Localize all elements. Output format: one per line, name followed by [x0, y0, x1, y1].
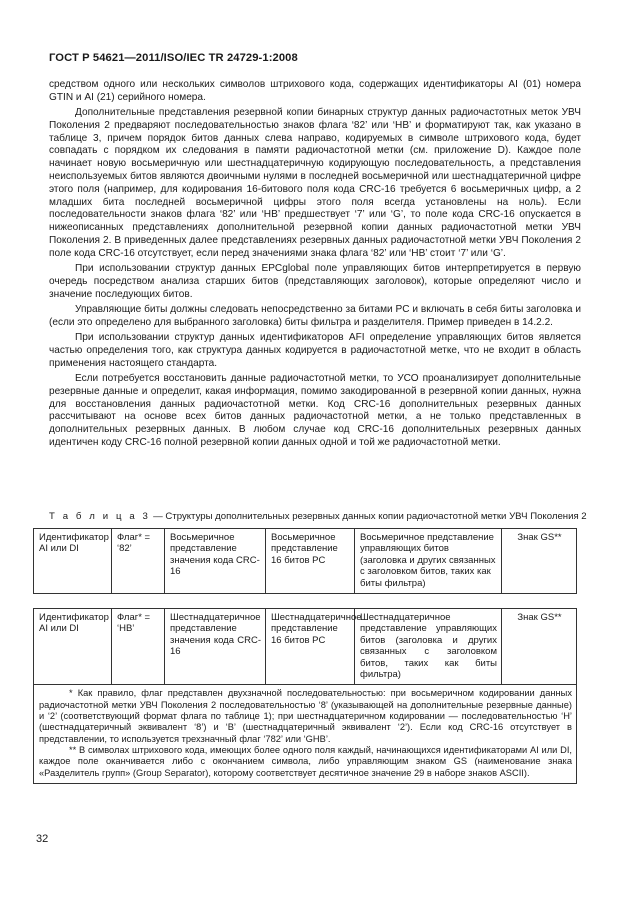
cell-control-bits: Восьмеричное представление управляющих битов (заголовка и других связанных с заголовком битов, таких как биты фильтра) — [355, 529, 502, 594]
cell-pc-bits: Шестнадцатеричное представление 16 битов PC — [266, 609, 355, 685]
table-caption — [49, 511, 587, 522]
cell-pc-bits: Восьмеричное представление 16 битов PC — [266, 529, 355, 594]
cell-identifier: Идентификатор AI или DI — [34, 609, 112, 685]
cell-control-bits: Шестнадцатеричное представление управляющих битов (заголовка и других связанных с заголовком битов, таких как биты фильтра) — [355, 609, 502, 685]
footnote-flag: * Как правило, флаг представлен двухзначной последовательностью: при восьмеричном кодировании данных радиочастотной метки УВЧ Поколения 2 последовательностью ‘8’ (указывающей на дополнительные резервные данные) и ‘2’ (соответствующий формат флага по таблице 1); при шестнадцатеричном кодировании — последовательностью ‘H’ (шестнадцатеричный эквивалент ‘8’) и ‘B’ (шестнадцатеричный эквивалент ‘2’). Если код CRC-16 отсутствует в представлении, то используется трехзначный флаг ‘782’ или ‘GHB’. — [39, 688, 572, 744]
paragraph: При использовании структур данных EPCglobal поле управляющих битов интерпретируется в первую очередь посредством анализа старших битов (представляющих заголовок), которые определяют число и значение последующих битов. — [49, 263, 581, 300]
cell-flag: Флаг* = ‘82’ — [112, 529, 165, 594]
cell-crc: Шестнадцатеричное представление значения кода CRC-16 — [165, 609, 266, 685]
paragraph: Если потребуется восстановить данные радиочастотной метки, то УСО проанализирует дополнительные резервные данные и определит, какая информация, помимо закодированной в резервной копии данных, нужна для восстановления данных радиочастотной метки. Код CRC-16 дополнительных резервных данных рассчитывают на основе всех битов данных радиочастотной метки, а не только представленных в дополнительных резервных данных. В любом случае код CRC-16 дополнительных резервных данных идентичен коду CRC-16 полной резервной копии данных одной и той же радиочастотной метки. — [49, 373, 581, 449]
table-caption-text: — Структуры дополнительных резервных данных копии радиочастотной метки УВЧ Поколения 2 — [150, 511, 587, 522]
paragraph: Управляющие биты должны следовать непосредственно за битами PC и включать в себя биты заголовка и (если это определено для выбранного заголовка) биты фильтра и разделителя. Пример приведен в 14.2.2. — [49, 304, 581, 328]
footnote-gs: ** В символах штрихового кода, имеющих более одного поля каждый, начинающихся идентификаторами AI или DI, каждое поле оканчивается либо с окончанием символа, либо управляющим знаком GS (наименование знака «Разделитель групп» (Group Separator), которому соответствует десятичное значение 29 в наборе знаков ASCII). — [39, 744, 572, 778]
document-header: ГОСТ Р 54621—2011/ISO/IEC TR 24729-1:2008 — [49, 52, 298, 64]
table-row — [34, 609, 577, 685]
cell-gs: Знак GS** — [502, 529, 577, 594]
cell-gs: Знак GS** — [502, 609, 577, 685]
paragraph: При использовании структур данных идентификаторов AFI определение управляющих битов является частью определения того, как структура данных кодируется в радиочастотной метке, что не входит в область применения настоящего стандарта. — [49, 332, 581, 369]
body-text — [49, 79, 581, 452]
cell-flag: Флаг* = ‘HB’ — [112, 609, 165, 685]
paragraph-continuation: средством одного или нескольких символов штрихового кода, содержащих идентификаторы AI (01) номера GTIN и AI (21) серийного номера. — [49, 79, 581, 103]
cell-crc: Восьмеричное представление значения кода CRC-16 — [165, 529, 266, 594]
table-caption-label: Т а б л и ц а 3 — [49, 511, 151, 522]
table-footnotes — [34, 685, 577, 783]
table-octal-structure — [33, 528, 577, 594]
table-notes-row — [34, 685, 577, 783]
page-number: 32 — [36, 833, 49, 845]
table-hex-structure — [33, 608, 577, 784]
table-row — [34, 529, 577, 594]
cell-identifier: Идентификатор AI или DI — [34, 529, 112, 594]
paragraph: Дополнительные представления резервной копии бинарных структур данных радиочастотных меток УВЧ Поколения 2 предваряют последовательностью знаков флага ‘82’ или ‘HB’ и форматируют так, как указано в таблице 3, причем порядок битов данных слева направо, кодируемых в символе штрихового кода, будет совпадать с порядком их следования в памяти радиочастотной метки (см. приложение D). Каждое поле начинает новую восьмеричную или шестнадцатеричную кодирующую последовательность, а представления неиспользуемых битов являются двоичными нулями в последней восьмеричной или шестнадцатеричной цифре этого поля (например, для кодирования 16-битового поля кода CRC-16 требуется 6 восьмеричных цифр, а 2 младших бита последней восьмеричной цифры этого поля всегда установлены на ноль). Если последовательности знаков флага ‘82’ или ‘HB’ предшествует ‘7’ или ‘G’, то поле кода CRC-16 опускается в нижеописанных представлениях дополнительной резервной копии данных радиочастотной метки УВЧ Поколения 2. В приведенных далее представлениях резервных данных радиочастотной метки УВЧ Поколения 2 поле кода CRC-16 отсутствует, если перед значениями знака флага ‘82’ или ‘HB’ стоит ‘7’ или ‘G’. — [49, 107, 581, 259]
